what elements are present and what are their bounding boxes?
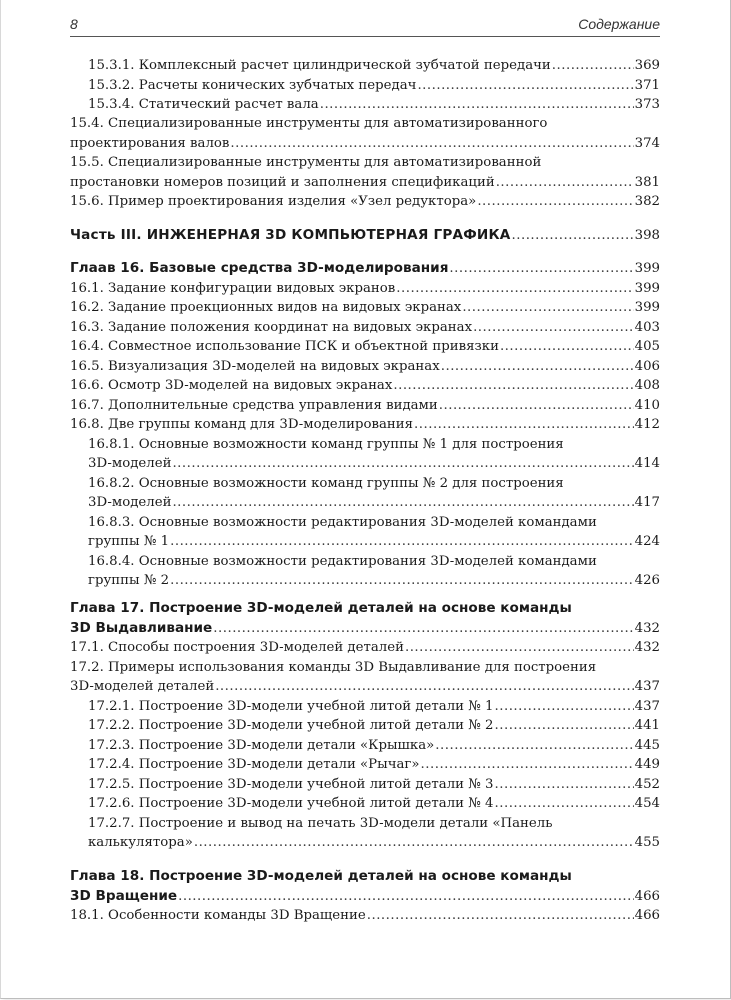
dot-leader — [552, 56, 634, 76]
dot-leader — [435, 736, 633, 756]
running-title: Содержание — [578, 16, 660, 32]
toc-entry[interactable]: 3D-моделей ..... 417 — [88, 493, 660, 513]
dot-leader — [417, 76, 633, 96]
dot-leader — [477, 192, 633, 212]
dot-leader — [320, 95, 634, 115]
toc-chapter-heading[interactable]: 3D Вращение ..... 466 — [70, 887, 660, 907]
toc-entry[interactable]: проектирования валов ..... 374 — [70, 134, 660, 154]
dot-leader — [170, 571, 634, 591]
toc-entry[interactable]: 16.4. Совместное использование ПСК и объектной привязки ..... 405 — [70, 337, 660, 357]
toc-subsection-group — [70, 435, 660, 591]
dot-leader — [215, 677, 633, 697]
toc-entry-first-line: 15.4. Специализированные инструменты для автоматизированного — [70, 116, 548, 131]
toc-entry[interactable]: калькулятора» ..... 455 — [88, 833, 660, 853]
toc-entry-first-line: 17.2.7. Построение и вывод на печать 3D-модели детали «Панель — [88, 815, 553, 831]
dot-leader — [405, 638, 634, 658]
dot-leader — [172, 454, 633, 474]
toc-chapter-18 — [70, 867, 660, 926]
toc-entry[interactable]: группы № 1 ..... 424 — [88, 532, 660, 552]
dot-leader — [194, 833, 634, 853]
dot-leader — [170, 532, 634, 552]
toc-entry[interactable]: 17.2.6. Построение 3D-модели учебной литой детали № 4 ..... 454 — [88, 794, 660, 814]
toc-entry[interactable]: 17.2.4. Построение 3D-модели детали «Рычаг» ..... 449 — [88, 755, 660, 775]
toc-entry[interactable]: 17.2.2. Построение 3D-модели учебной литой детали № 2 ..... 441 — [88, 716, 660, 736]
toc-entry-first-line: 16.8.1. Основные возможности команд группы № 1 для построения — [88, 436, 564, 452]
toc-entry-first-line: 16.8.4. Основные возможности редактирования 3D-моделей командами — [88, 553, 597, 569]
dot-leader — [178, 887, 633, 907]
running-header — [70, 14, 660, 37]
toc-entry[interactable]: 15.3.4. Статический расчет вала ..... 373 — [88, 95, 660, 115]
dot-leader — [414, 415, 634, 435]
dot-leader — [441, 357, 634, 377]
toc-chapter-16 — [70, 259, 660, 591]
toc-block-15-4 — [70, 114, 660, 212]
dot-leader — [172, 493, 633, 513]
toc-entry[interactable]: группы № 2 ..... 426 — [88, 571, 660, 591]
dot-leader — [367, 906, 634, 926]
dot-leader — [495, 775, 634, 795]
dot-leader — [496, 173, 634, 193]
dot-leader — [393, 376, 633, 396]
toc-entry[interactable]: 16.2. Задание проекционных видов на видовых экранах ..... 399 — [70, 298, 660, 318]
toc-entry[interactable]: 17.2.5. Построение 3D-модели учебной литой детали № 3 ..... 452 — [88, 775, 660, 795]
toc-entry[interactable]: 18.1. Особенности команды 3D Вращение ..... 466 — [70, 906, 660, 926]
toc-chapter-first-line: Глава 17. Построение 3D-моделей деталей на основе команды — [70, 600, 572, 616]
toc-entry-first-line: 15.5. Специализированные инструменты для автоматизированной — [70, 155, 542, 170]
page-number: 8 — [70, 16, 78, 32]
toc-entry[interactable]: 16.5. Визуализация 3D-моделей на видовых экранах ..... 406 — [70, 357, 660, 377]
dot-leader — [439, 396, 634, 416]
toc-entry[interactable]: 16.1. Задание конфигурации видовых экранов ..... 399 — [70, 279, 660, 299]
toc-entry[interactable]: 17.1. Способы построения 3D-моделей деталей ..... 432 — [70, 638, 660, 658]
dot-leader — [421, 755, 634, 775]
dot-leader — [500, 337, 634, 357]
toc-part-heading[interactable]: Часть III. ИНЖЕНЕРНАЯ 3D КОМПЬЮТЕРНАЯ ГРАФИКА ..... 398 — [70, 226, 660, 246]
toc-entry[interactable]: 17.2.3. Построение 3D-модели детали «Крышка» ..... 445 — [88, 736, 660, 756]
toc-entry-first-line: 16.8.2. Основные возможности команд группы № 2 для построения — [88, 475, 564, 491]
dot-leader — [495, 794, 634, 814]
toc-entry[interactable]: 16.7. Дополнительные средства управления видами ..... 410 — [70, 396, 660, 416]
toc-entry[interactable]: 15.3.2. Расчеты конических зубчатых передач ..... 371 — [88, 76, 660, 96]
toc-entry-first-line: 16.8.3. Основные возможности редактирования 3D-моделей командами — [88, 514, 597, 530]
dot-leader — [213, 619, 633, 639]
toc-chapter-first-line: Глава 18. Построение 3D-моделей деталей на основе команды — [70, 868, 572, 884]
dot-leader — [512, 226, 634, 246]
toc-entry[interactable]: 3D-моделей деталей ..... 437 — [70, 677, 660, 697]
toc-block-15-3 — [70, 56, 660, 115]
toc-entry-first-line: 17.2. Примеры использования команды 3D Выдавливание для построения — [70, 659, 597, 675]
dot-leader — [462, 298, 633, 318]
toc-entry[interactable]: 16.8. Две группы команд для 3D-моделирования ..... 412 — [70, 415, 660, 435]
toc-entry[interactable]: 15.6. Пример проектирования изделия «Узел редуктора» ..... 382 — [70, 192, 660, 212]
toc-part-3 — [70, 226, 660, 246]
toc-chapter-17 — [70, 599, 660, 853]
toc-entry[interactable]: 17.2.1. Построение 3D-модели учебной литой детали № 1 ..... 437 — [88, 697, 660, 717]
dot-leader — [396, 279, 633, 299]
toc-entry[interactable]: 16.3. Задание положения координат на видовых экранах ..... 403 — [70, 318, 660, 338]
dot-leader — [449, 259, 633, 279]
dot-leader — [495, 697, 634, 717]
dot-leader — [230, 134, 633, 154]
dot-leader — [473, 318, 634, 338]
toc-chapter-heading[interactable]: Глаав 16. Базовые средства 3D-моделирования ..... 399 — [70, 259, 660, 279]
toc-entry[interactable]: 16.6. Осмотр 3D-моделей на видовых экранах ..... 408 — [70, 376, 660, 396]
toc-entry[interactable]: 3D-моделей ..... 414 — [88, 454, 660, 474]
toc-entry[interactable]: 15.3.1. Комплексный расчет цилиндрической зубчатой передачи ..... 369 — [88, 56, 660, 76]
dot-leader — [495, 716, 634, 736]
toc-entry[interactable]: простановки номеров позиций и заполнения спецификаций ..... 381 — [70, 173, 660, 193]
toc-subsection-group — [70, 697, 660, 853]
toc-chapter-heading[interactable]: 3D Выдавливание ..... 432 — [70, 619, 660, 639]
